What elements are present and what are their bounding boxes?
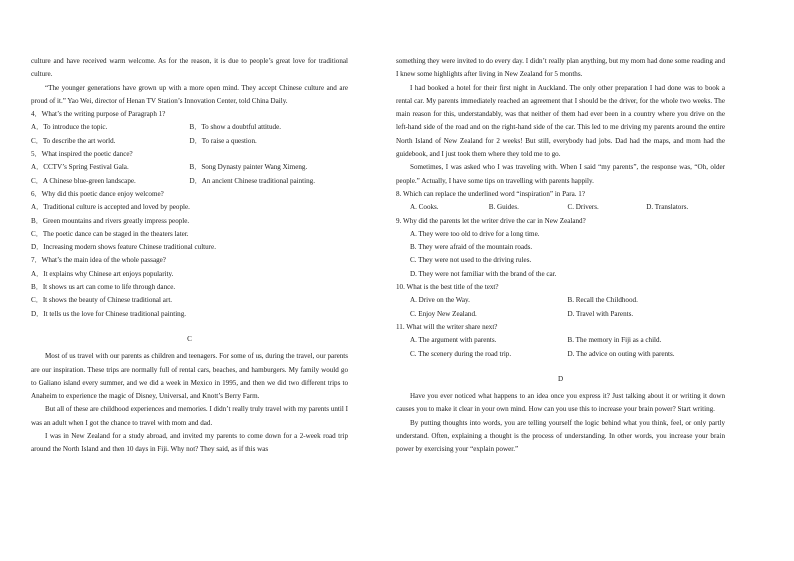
- option-d: D. Translators.: [646, 203, 689, 212]
- question-6: [31, 188, 348, 254]
- option-d: D. The advice on outing with parents.: [567, 349, 675, 358]
- right-column: [396, 55, 725, 457]
- option-d: D．It tells us the love for Chinese traditional painting.: [31, 309, 187, 318]
- question-10: [396, 281, 725, 321]
- option-a: A. Drive on the Way.: [410, 296, 470, 305]
- question-11: [396, 321, 725, 361]
- option-b: B. Guides.: [488, 203, 519, 212]
- question-stem: 8. Which can replace the underlined word “inspiration” in Para. 1?: [396, 189, 585, 198]
- passage-b-ending: culture and have received warm welcome. As for the reason, it is due to people’s great love for traditional culture.: [31, 57, 348, 79]
- option-c: C．To describe the art world.: [31, 136, 116, 145]
- question-stem: 5．What inspired the poetic dance?: [31, 150, 133, 159]
- section-heading-d: D: [557, 374, 564, 383]
- option-b: B．Song Dynasty painter Wang Ximeng.: [189, 163, 308, 172]
- option-d: D. Travel with Parents.: [567, 309, 634, 318]
- section-heading-c: C: [187, 334, 192, 343]
- option-a: A．CCTV’s Spring Festival Gala.: [31, 163, 129, 172]
- question-stem: 6．Why did this poetic dance enjoy welcome?: [31, 189, 164, 198]
- option-c: C. Drivers.: [567, 203, 599, 212]
- question-stem: 10. What is the best title of the text?: [396, 283, 499, 292]
- left-column: [31, 55, 348, 457]
- question-8: [396, 188, 725, 215]
- option-b: B．Green mountains and rivers greatly impress people.: [31, 216, 190, 225]
- passage-c-paragraph: But all of these are childhood experiences and memories. I didn’t really truly travel with my parents until I was an adult when I got the chance to travel with mom and dad.: [31, 405, 348, 427]
- option-a: A．To introduce the topic.: [31, 123, 108, 132]
- option-b: B. They were afraid of the mountain roads.: [410, 243, 533, 252]
- passage-b-quote: “The younger generations have grown up with a more open mind. They accept Chinese culture and are proud of it.” Yao Wei, director of Henan TV Station’s Innovation Center, told China Daily.: [31, 83, 348, 105]
- option-a: A. They were too old to drive for a long time.: [410, 229, 540, 238]
- passage-c-paragraph: something they were invited to do every day. I didn’t really plan anything, but my mom had done some reading and I knew some highlights after living in New Zealand for 5 months.: [396, 57, 725, 79]
- option-d: D. They were not familiar with the brand of the car.: [410, 269, 557, 278]
- question-9: [396, 215, 725, 281]
- passage-c-paragraph: I was in New Zealand for a study abroad, and invited my parents to come down for a 2-week road trip around the North Island and then 10 days in Fiji. Why not? They said, as if this was: [31, 432, 348, 454]
- passage-d-paragraph: By putting thoughts into words, you are telling yourself the logic behind what you think, feel, or only partly understand. Often, explaining a thought is the process of understanding. In other words, you increase your brain power by exercising your “explain power.”: [396, 418, 725, 454]
- question-5: [31, 148, 348, 188]
- option-b: B．It shows us art can come to life through dance.: [31, 283, 176, 292]
- option-c: C．It shows the beauty of Chinese traditional art.: [31, 296, 173, 305]
- question-7: [31, 254, 348, 320]
- option-c: C. Enjoy New Zealand.: [410, 309, 477, 318]
- option-c: C．The poetic dance can be staged in the theaters later.: [31, 229, 189, 238]
- option-d: D．To raise a question.: [189, 136, 257, 145]
- option-a: A．Traditional culture is accepted and loved by people.: [31, 203, 190, 212]
- passage-c-paragraph: Most of us travel with our parents as children and teenagers. For some of us, during the travel, our parents are our inspiration. These trips are normally full of rental cars, beaches, and hamburgers. My family would go to Galiano island every summer, and we did a week in Mexico in 1995, and then we did two different trips to Anaheim to experience the magic of Disney, Universal, and Knott’s Berry Farm.: [31, 352, 348, 401]
- passage-d-paragraph: Have you ever noticed what happens to an idea once you express it? Just talking about it or writing it down causes you to make it clear in your own mind. How can you use this to increase your brain power? Start writing.: [396, 392, 725, 414]
- option-c: C. The scenery during the road trip.: [410, 349, 512, 358]
- option-c: C．A Chinese blue-green landscape.: [31, 176, 136, 185]
- option-b: B. Recall the Childhood.: [567, 296, 638, 305]
- question-stem: 9. Why did the parents let the writer drive the car in New Zealand?: [396, 216, 586, 225]
- option-d: D．Increasing modern shows feature Chinese traditional culture.: [31, 243, 216, 252]
- option-c: C. They were not used to the driving rules.: [410, 256, 532, 265]
- passage-c-paragraph: I had booked a hotel for their first night in Auckland. The only other preparation I had done was to book a rental car. My parents immediately reached an agreement that I should be the driver, for the whole two weeks. The main reason for this, understandably, was that neither of them had ever been in a country where you drive on the left-hand side of the road and on the right-hand side of the car. This led to me driving my parents around the entire North Island of New Zealand for 2 weeks! But still, everybody had jobs. Dad had the maps, and mom had the guidebook, and I just took them where they told me to go.: [396, 83, 725, 159]
- option-a: A. Cooks.: [410, 203, 439, 212]
- question-4: [31, 108, 348, 148]
- question-stem: 11. What will the writer share next?: [396, 322, 498, 331]
- option-a: A．It explains why Chinese art enjoys popularity.: [31, 269, 174, 278]
- option-b: B．To show a doubtful attitude.: [189, 123, 282, 132]
- question-stem: 7．What’s the main idea of the whole passage?: [31, 256, 166, 265]
- option-d: D．An ancient Chinese traditional painting.: [189, 176, 315, 185]
- question-stem: 4．What’s the writing purpose of Paragraph 1?: [31, 110, 166, 119]
- option-b: B. The memory in Fiji as a child.: [567, 336, 662, 345]
- option-a: A. The argument with parents.: [410, 336, 497, 345]
- passage-c-paragraph: Sometimes, I was asked who I was traveling with. When I said “my parents”, the response was, “Oh, older people.” Actually, I have some tips on travelling with parents happily.: [396, 163, 725, 185]
